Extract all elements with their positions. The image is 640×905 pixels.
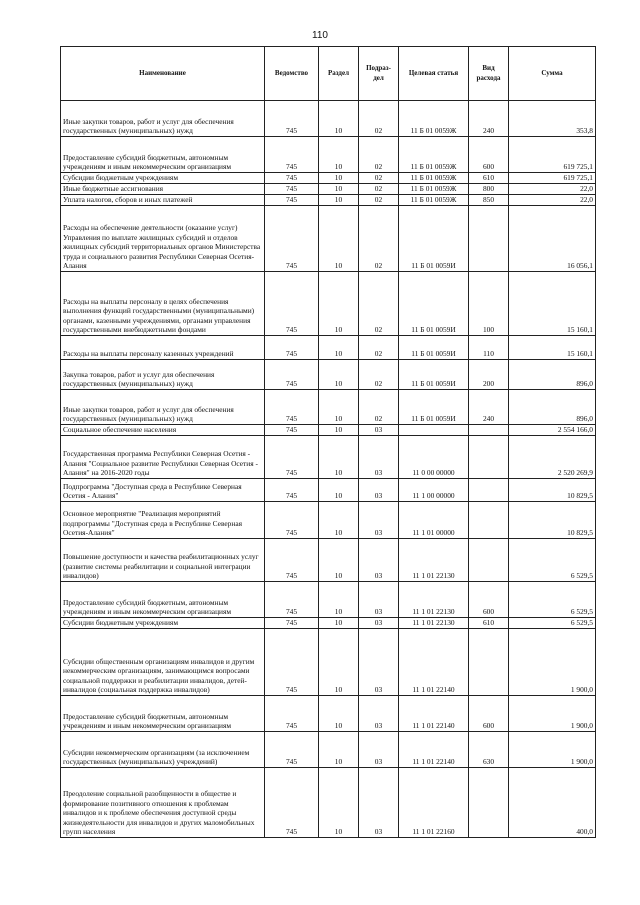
cell-section: 10	[319, 502, 359, 539]
table-row	[61, 502, 596, 539]
table-row	[61, 479, 596, 502]
table-row	[61, 732, 596, 768]
cell-subsection: 03	[359, 582, 399, 618]
cell-target-article: 11 Б 01 0059И	[399, 390, 469, 425]
cell-section: 10	[319, 436, 359, 479]
cell-subsection: 03	[359, 629, 399, 696]
cell-target-article: 11 1 01 22140	[399, 732, 469, 768]
cell-expense-type: 850	[469, 195, 509, 206]
cell-amount: 896,0	[509, 390, 596, 425]
cell-subsection: 02	[359, 137, 399, 173]
cell-name: Предоставление субсидий бюджетным, автономным учреждениям и иным некоммерческим организациям	[61, 582, 265, 618]
cell-amount: 619 725,1	[509, 173, 596, 184]
cell-department: 745	[265, 618, 319, 629]
cell-expense-type	[469, 206, 509, 272]
cell-amount: 353,8	[509, 101, 596, 137]
cell-section: 10	[319, 425, 359, 436]
cell-section: 10	[319, 629, 359, 696]
cell-section: 10	[319, 768, 359, 838]
cell-target-article: 11 Б 01 0059И	[399, 272, 469, 336]
cell-department: 745	[265, 184, 319, 195]
header-subsection: Подраз-дел	[359, 47, 399, 101]
cell-department: 745	[265, 195, 319, 206]
cell-expense-type: 100	[469, 272, 509, 336]
cell-section: 10	[319, 195, 359, 206]
header-target-article: Целевая статья	[399, 47, 469, 101]
cell-section: 10	[319, 732, 359, 768]
cell-name: Предоставление субсидий бюджетным, автономным учреждениям и иным некоммерческим организациям	[61, 137, 265, 173]
table-row	[61, 696, 596, 732]
cell-subsection: 03	[359, 696, 399, 732]
cell-name: Социальное обеспечение населения	[61, 425, 265, 436]
cell-name: Субсидии некоммерческим организациям (за исключением государственных (муниципальных) учреждений)	[61, 732, 265, 768]
cell-expense-type	[469, 502, 509, 539]
cell-target-article: 11 1 00 00000	[399, 479, 469, 502]
table-row	[61, 390, 596, 425]
cell-target-article: 11 1 01 22130	[399, 618, 469, 629]
cell-name: Предоставление субсидий бюджетным, автономным учреждениям и иным некоммерческим организациям	[61, 696, 265, 732]
cell-department: 745	[265, 629, 319, 696]
header-name: Наименование	[61, 47, 265, 101]
cell-department: 745	[265, 582, 319, 618]
cell-name: Основное мероприятие "Реализация мероприятий подпрограммы "Доступная среда в Республике Северная Осетия-Алания"	[61, 502, 265, 539]
cell-department: 745	[265, 425, 319, 436]
cell-section: 10	[319, 479, 359, 502]
table-row	[61, 195, 596, 206]
cell-subsection: 03	[359, 502, 399, 539]
header-amount: Сумма	[509, 47, 596, 101]
cell-expense-type	[469, 425, 509, 436]
table-row	[61, 336, 596, 360]
cell-subsection: 02	[359, 195, 399, 206]
cell-name: Иные закупки товаров, работ и услуг для обеспечения государственных (муниципальных) нужд	[61, 390, 265, 425]
cell-department: 745	[265, 436, 319, 479]
cell-name: Закупка товаров, работ и услуг для обеспечения государственных (муниципальных) нужд	[61, 360, 265, 390]
table-row	[61, 272, 596, 336]
table-row	[61, 425, 596, 436]
table-row	[61, 206, 596, 272]
cell-target-article: 11 Б 01 0059Ж	[399, 184, 469, 195]
cell-target-article: 11 1 01 22140	[399, 629, 469, 696]
cell-amount: 15 160,1	[509, 272, 596, 336]
cell-name: Иные бюджетные ассигнования	[61, 184, 265, 195]
cell-name: Уплата налогов, сборов и иных платежей	[61, 195, 265, 206]
budget-table	[60, 46, 596, 838]
cell-department: 745	[265, 502, 319, 539]
cell-department: 745	[265, 768, 319, 838]
page-number: 110	[312, 30, 328, 41]
cell-amount: 1 900,0	[509, 696, 596, 732]
cell-subsection: 03	[359, 618, 399, 629]
cell-section: 10	[319, 137, 359, 173]
cell-department: 745	[265, 479, 319, 502]
cell-department: 745	[265, 336, 319, 360]
cell-subsection: 02	[359, 272, 399, 336]
cell-subsection: 03	[359, 479, 399, 502]
cell-target-article: 11 Б 01 0059И	[399, 206, 469, 272]
cell-name: Субсидии бюджетным учреждениям	[61, 173, 265, 184]
table-row	[61, 137, 596, 173]
header-section: Раздел	[319, 47, 359, 101]
cell-target-article: 11 Б 01 0059И	[399, 336, 469, 360]
cell-amount: 6 529,5	[509, 582, 596, 618]
cell-department: 745	[265, 173, 319, 184]
cell-section: 10	[319, 184, 359, 195]
cell-expense-type	[469, 479, 509, 502]
table-row	[61, 618, 596, 629]
cell-name: Иные закупки товаров, работ и услуг для обеспечения государственных (муниципальных) нужд	[61, 101, 265, 137]
table-row	[61, 582, 596, 618]
cell-section: 10	[319, 101, 359, 137]
cell-name: Расходы на обеспечение деятельности (оказание услуг) Управления по выплате жилищных субсидий и отделов жилищных субсидий территориальных органов Министерства труда и социального развития Республики Северная Осетия-Алания	[61, 206, 265, 272]
cell-name: Расходы на выплаты персоналу казенных учреждений	[61, 336, 265, 360]
cell-target-article: 11 Б 01 0059Ж	[399, 173, 469, 184]
cell-subsection: 02	[359, 173, 399, 184]
cell-name: Субсидии общественным организациям инвалидов и другим некоммерческим организациям, занимающимся вопросами социальной поддержки и реабилитации инвалидов, детей-инвалидов (социальная поддержка инвалидов)	[61, 629, 265, 696]
cell-department: 745	[265, 206, 319, 272]
cell-department: 745	[265, 390, 319, 425]
cell-target-article: 11 1 01 22160	[399, 768, 469, 838]
cell-amount: 1 900,0	[509, 732, 596, 768]
cell-target-article	[399, 425, 469, 436]
table-header-row	[61, 47, 596, 101]
cell-section: 10	[319, 173, 359, 184]
cell-expense-type: 600	[469, 137, 509, 173]
cell-amount: 16 056,1	[509, 206, 596, 272]
cell-amount: 896,0	[509, 360, 596, 390]
table-row	[61, 436, 596, 479]
cell-subsection: 02	[359, 390, 399, 425]
cell-subsection: 03	[359, 539, 399, 582]
cell-amount: 2 520 269,9	[509, 436, 596, 479]
cell-department: 745	[265, 539, 319, 582]
cell-target-article: 11 1 01 22130	[399, 582, 469, 618]
cell-department: 745	[265, 101, 319, 137]
cell-expense-type: 610	[469, 173, 509, 184]
header-expense-type: Вид расхода	[469, 47, 509, 101]
table-row	[61, 539, 596, 582]
cell-department: 745	[265, 696, 319, 732]
cell-subsection: 02	[359, 360, 399, 390]
cell-expense-type: 610	[469, 618, 509, 629]
cell-target-article: 11 1 01 22130	[399, 539, 469, 582]
cell-expense-type	[469, 768, 509, 838]
table-row	[61, 768, 596, 838]
cell-amount: 15 160,1	[509, 336, 596, 360]
cell-section: 10	[319, 390, 359, 425]
cell-target-article: 11 Б 01 0059Ж	[399, 137, 469, 173]
cell-name: Расходы на выплаты персоналу в целях обеспечения выполнения функций государственными (муниципальными) органами, казенными учреждениями, органами управления государственными внебюджетными фондами	[61, 272, 265, 336]
cell-expense-type	[469, 539, 509, 582]
cell-section: 10	[319, 336, 359, 360]
table-row	[61, 101, 596, 137]
cell-section: 10	[319, 206, 359, 272]
cell-department: 745	[265, 137, 319, 173]
cell-expense-type: 240	[469, 390, 509, 425]
table-row	[61, 184, 596, 195]
cell-subsection: 03	[359, 436, 399, 479]
cell-section: 10	[319, 360, 359, 390]
cell-expense-type: 600	[469, 696, 509, 732]
table-row	[61, 360, 596, 390]
cell-subsection: 02	[359, 336, 399, 360]
cell-section: 10	[319, 618, 359, 629]
cell-amount: 22,0	[509, 195, 596, 206]
cell-section: 10	[319, 539, 359, 582]
cell-amount: 1 900,0	[509, 629, 596, 696]
cell-expense-type: 110	[469, 336, 509, 360]
cell-subsection: 02	[359, 206, 399, 272]
cell-expense-type: 200	[469, 360, 509, 390]
cell-amount: 6 529,5	[509, 539, 596, 582]
cell-section: 10	[319, 272, 359, 336]
cell-expense-type: 630	[469, 732, 509, 768]
table-row	[61, 629, 596, 696]
cell-department: 745	[265, 732, 319, 768]
cell-subsection: 03	[359, 768, 399, 838]
cell-target-article: 11 1 01 00000	[399, 502, 469, 539]
cell-department: 745	[265, 360, 319, 390]
cell-amount: 10 829,5	[509, 502, 596, 539]
cell-amount: 6 529,5	[509, 618, 596, 629]
cell-target-article: 11 Б 01 0059Ж	[399, 101, 469, 137]
cell-amount: 2 554 166,0	[509, 425, 596, 436]
cell-amount: 400,0	[509, 768, 596, 838]
cell-section: 10	[319, 696, 359, 732]
cell-amount: 619 725,1	[509, 137, 596, 173]
cell-name: Подпрограмма "Доступная среда в Республике Северная Осетия - Алания"	[61, 479, 265, 502]
cell-expense-type: 240	[469, 101, 509, 137]
cell-expense-type	[469, 629, 509, 696]
cell-subsection: 03	[359, 732, 399, 768]
cell-expense-type	[469, 436, 509, 479]
cell-name: Повышение доступности и качества реабилитационных услуг (развитие системы реабилитации и социальной интеграции инвалидов)	[61, 539, 265, 582]
cell-target-article: 11 Б 01 0059Ж	[399, 195, 469, 206]
table-row	[61, 173, 596, 184]
cell-expense-type: 600	[469, 582, 509, 618]
cell-amount: 10 829,5	[509, 479, 596, 502]
header-department: Ведомство	[265, 47, 319, 101]
cell-subsection: 02	[359, 101, 399, 137]
cell-target-article: 11 1 01 22140	[399, 696, 469, 732]
cell-amount: 22,0	[509, 184, 596, 195]
cell-name: Государственная программа Республики Северная Осетия - Алания "Социальное развитие Республики Северная Осетия - Алания" на 2016-2020 годы	[61, 436, 265, 479]
cell-department: 745	[265, 272, 319, 336]
cell-target-article: 11 Б 01 0059И	[399, 360, 469, 390]
cell-target-article: 11 0 00 00000	[399, 436, 469, 479]
cell-subsection: 03	[359, 425, 399, 436]
cell-section: 10	[319, 582, 359, 618]
cell-subsection: 02	[359, 184, 399, 195]
cell-name: Субсидии бюджетным учреждениям	[61, 618, 265, 629]
cell-expense-type: 800	[469, 184, 509, 195]
cell-name: Преодоление социальной разобщенности в обществе и формирование позитивного отношения к проблемам инвалидов и к проблеме обеспечения доступной среды жизнедеятельности для инвалидов и других маломобильных групп населения	[61, 768, 265, 838]
